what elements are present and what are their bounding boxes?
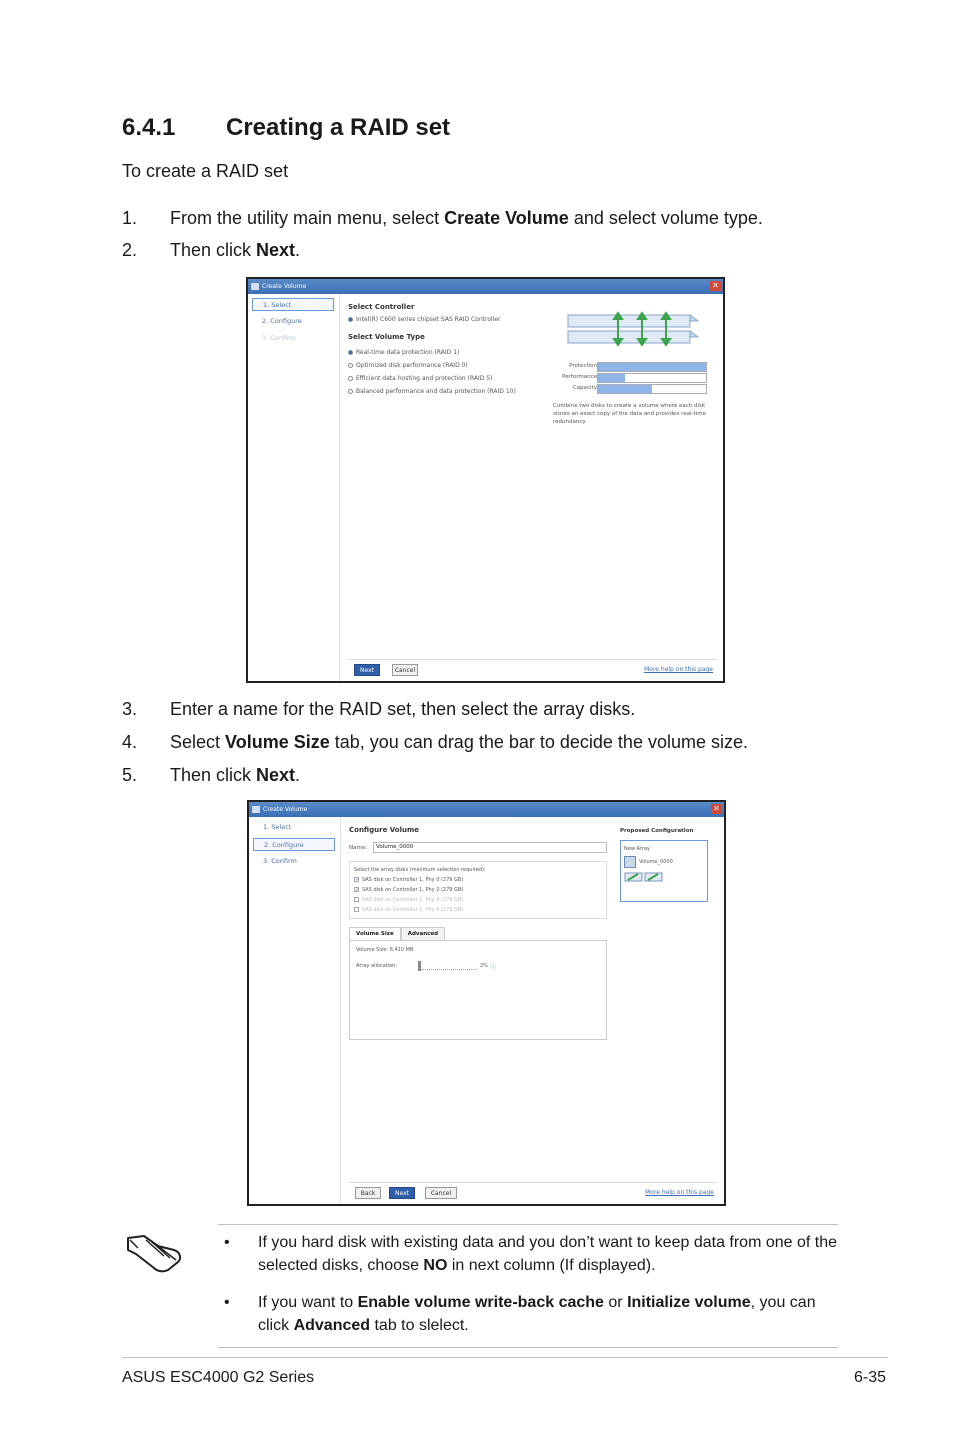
volume-name: Volume_0000	[639, 859, 673, 865]
section-number: 6.4.1	[122, 114, 176, 141]
volume-size-panel	[349, 940, 607, 1040]
back-button[interactable]: Back	[355, 1187, 381, 1199]
dialog-titlebar: Create Volume ✕	[249, 802, 724, 817]
wizard-nav	[249, 817, 341, 1204]
footer-product: ASUS ESC4000 G2 Series	[122, 1369, 315, 1386]
app-icon	[251, 283, 259, 290]
rating-panel	[553, 361, 713, 426]
note-bullet: •	[224, 1234, 230, 1251]
radio-icon	[348, 317, 353, 322]
name-label: Name:	[349, 844, 368, 851]
close-icon[interactable]: ✕	[710, 281, 721, 291]
radio-icon	[348, 376, 353, 381]
type-description: Combine two disks to create a volume where each disk stores an exact copy of the data and provides real-time redundancy.	[553, 403, 707, 425]
allocation-slider[interactable]	[418, 962, 476, 970]
select-type-heading: Select Volume Type	[348, 333, 425, 341]
slider-handle[interactable]	[418, 961, 421, 971]
step-2: 2. Then click Next.	[122, 240, 301, 260]
raid-disks-illustration	[560, 305, 702, 351]
disk-pair-icon	[624, 871, 664, 883]
radio-icon	[348, 363, 353, 368]
nav-configure[interactable]: 2. Configure	[262, 317, 302, 325]
step-3: 3. Enter a name for the RAID set, then select the array disks.	[122, 699, 636, 719]
footer-rule	[122, 1357, 888, 1358]
proposed-heading: Proposed Configuration	[620, 828, 694, 834]
nav-confirm[interactable]: 3. Confirm	[263, 857, 297, 865]
performance-bar: Performance	[553, 372, 713, 383]
checkbox-icon	[354, 907, 359, 912]
nav-select[interactable]: 1. Select	[252, 298, 334, 311]
next-button[interactable]: Next	[354, 664, 380, 676]
allocation-row	[356, 961, 600, 971]
section-title: Creating a RAID set	[226, 114, 451, 141]
hand-note-icon	[124, 1228, 186, 1274]
checkbox-icon	[354, 897, 359, 902]
note-text-1: If you hard disk with existing data and you don’t want to keep data from one of the selected disks, choose NO in next column (If displayed).	[258, 1234, 838, 1274]
step-1: 1. From the utility main menu, select Create Volume and select volume type.	[122, 208, 763, 228]
dialog-footer	[348, 659, 717, 677]
disk-item[interactable]: ✓ SAS disk on Controller 1, Phy 2 (279 GB)	[355, 887, 464, 893]
nav-confirm: 3. Confirm	[262, 334, 296, 342]
name-row	[349, 842, 607, 853]
help-icon[interactable]: ⓘ	[489, 963, 496, 971]
radio-icon	[348, 389, 353, 394]
next-button[interactable]: Next	[389, 1187, 415, 1199]
close-icon[interactable]: ✕	[711, 804, 722, 814]
volume-size-text: Volume Size: 6,410 MB	[356, 947, 414, 953]
volume-row	[624, 856, 704, 868]
disk-item[interactable]: SAS disk on Controller 1, Phy 4 (279 GB)	[354, 895, 602, 905]
disks-prompt: Select the array disks (minimum selection required):	[354, 867, 486, 873]
radio-icon	[348, 350, 353, 355]
configure-heading: Configure Volume	[349, 826, 420, 834]
new-array-label: New Array	[624, 846, 650, 852]
type-option-raid1[interactable]: Real-time data protection (RAID 1)	[348, 349, 548, 357]
tab-advanced[interactable]: Advanced	[401, 927, 445, 940]
type-option-raid0[interactable]: Optimized disk performance (RAID 0)	[348, 362, 548, 370]
allocation-label: Array allocation:	[356, 963, 398, 969]
note-bottom-rule	[218, 1347, 838, 1348]
proposed-config-panel	[620, 826, 718, 902]
select-controller-heading: Select Controller	[348, 303, 415, 311]
disk-item[interactable]: SAS disk on Controller 1, Phy 6 (279 GB)	[354, 905, 602, 915]
app-icon	[252, 806, 260, 813]
section-heading	[122, 114, 450, 142]
protection-bar: Protection	[553, 361, 713, 372]
allocation-value: 2%	[480, 963, 488, 969]
wizard-nav	[248, 294, 340, 681]
capacity-bar: Capacity	[553, 383, 713, 394]
dialog-footer	[349, 1182, 718, 1200]
type-option-raid10[interactable]: Balanced performance and data protection (RAID 10)	[348, 388, 548, 396]
help-link[interactable]: More help on this page	[644, 666, 713, 673]
cancel-button[interactable]: Cancel	[425, 1187, 457, 1199]
dialog-titlebar: Create Volume ✕	[248, 279, 723, 294]
select-panel	[348, 301, 548, 396]
config-tabs	[349, 927, 607, 940]
configure-panel	[349, 824, 607, 1040]
disk-item[interactable]: ✓ SAS disk on Controller 1, Phy 0 (279 GB)	[355, 877, 464, 883]
tab-volume-size[interactable]: Volume Size	[349, 927, 401, 940]
step-4: 4. Select Volume Size tab, you can drag the bar to decide the volume size.	[122, 732, 748, 752]
check-icon: ✓	[355, 887, 360, 893]
step-5: 5. Then click Next.	[122, 765, 301, 785]
nav-configure[interactable]: 2. Configure	[253, 838, 335, 851]
controller-option[interactable]: Intel(R) C600 series chipset SAS RAID Controller	[348, 316, 548, 324]
volume-icon	[624, 856, 636, 868]
disk-selection-box	[349, 861, 607, 919]
intro-text: To create a RAID set	[122, 161, 289, 181]
create-volume-configure-screenshot	[247, 800, 726, 1206]
check-icon: ✓	[355, 877, 360, 883]
volume-name-input[interactable]: Volume_0000	[373, 842, 607, 853]
note-bullet: •	[224, 1294, 230, 1311]
type-option-raid5[interactable]: Efficient data hosting and protection (RAID 5)	[348, 375, 548, 383]
new-array-box	[620, 840, 708, 902]
create-volume-select-screenshot	[246, 277, 725, 683]
nav-select[interactable]: 1. Select	[263, 823, 292, 831]
note-text-2: If you want to Enable volume write-back cache or Initialize volume, you can click Advanced tab to slelect.	[258, 1294, 816, 1334]
help-link[interactable]: More help on this page	[645, 1189, 714, 1196]
cancel-button[interactable]: Cancel	[392, 664, 418, 676]
page-number: 6-35	[853, 1369, 886, 1386]
note-top-rule	[218, 1224, 838, 1225]
